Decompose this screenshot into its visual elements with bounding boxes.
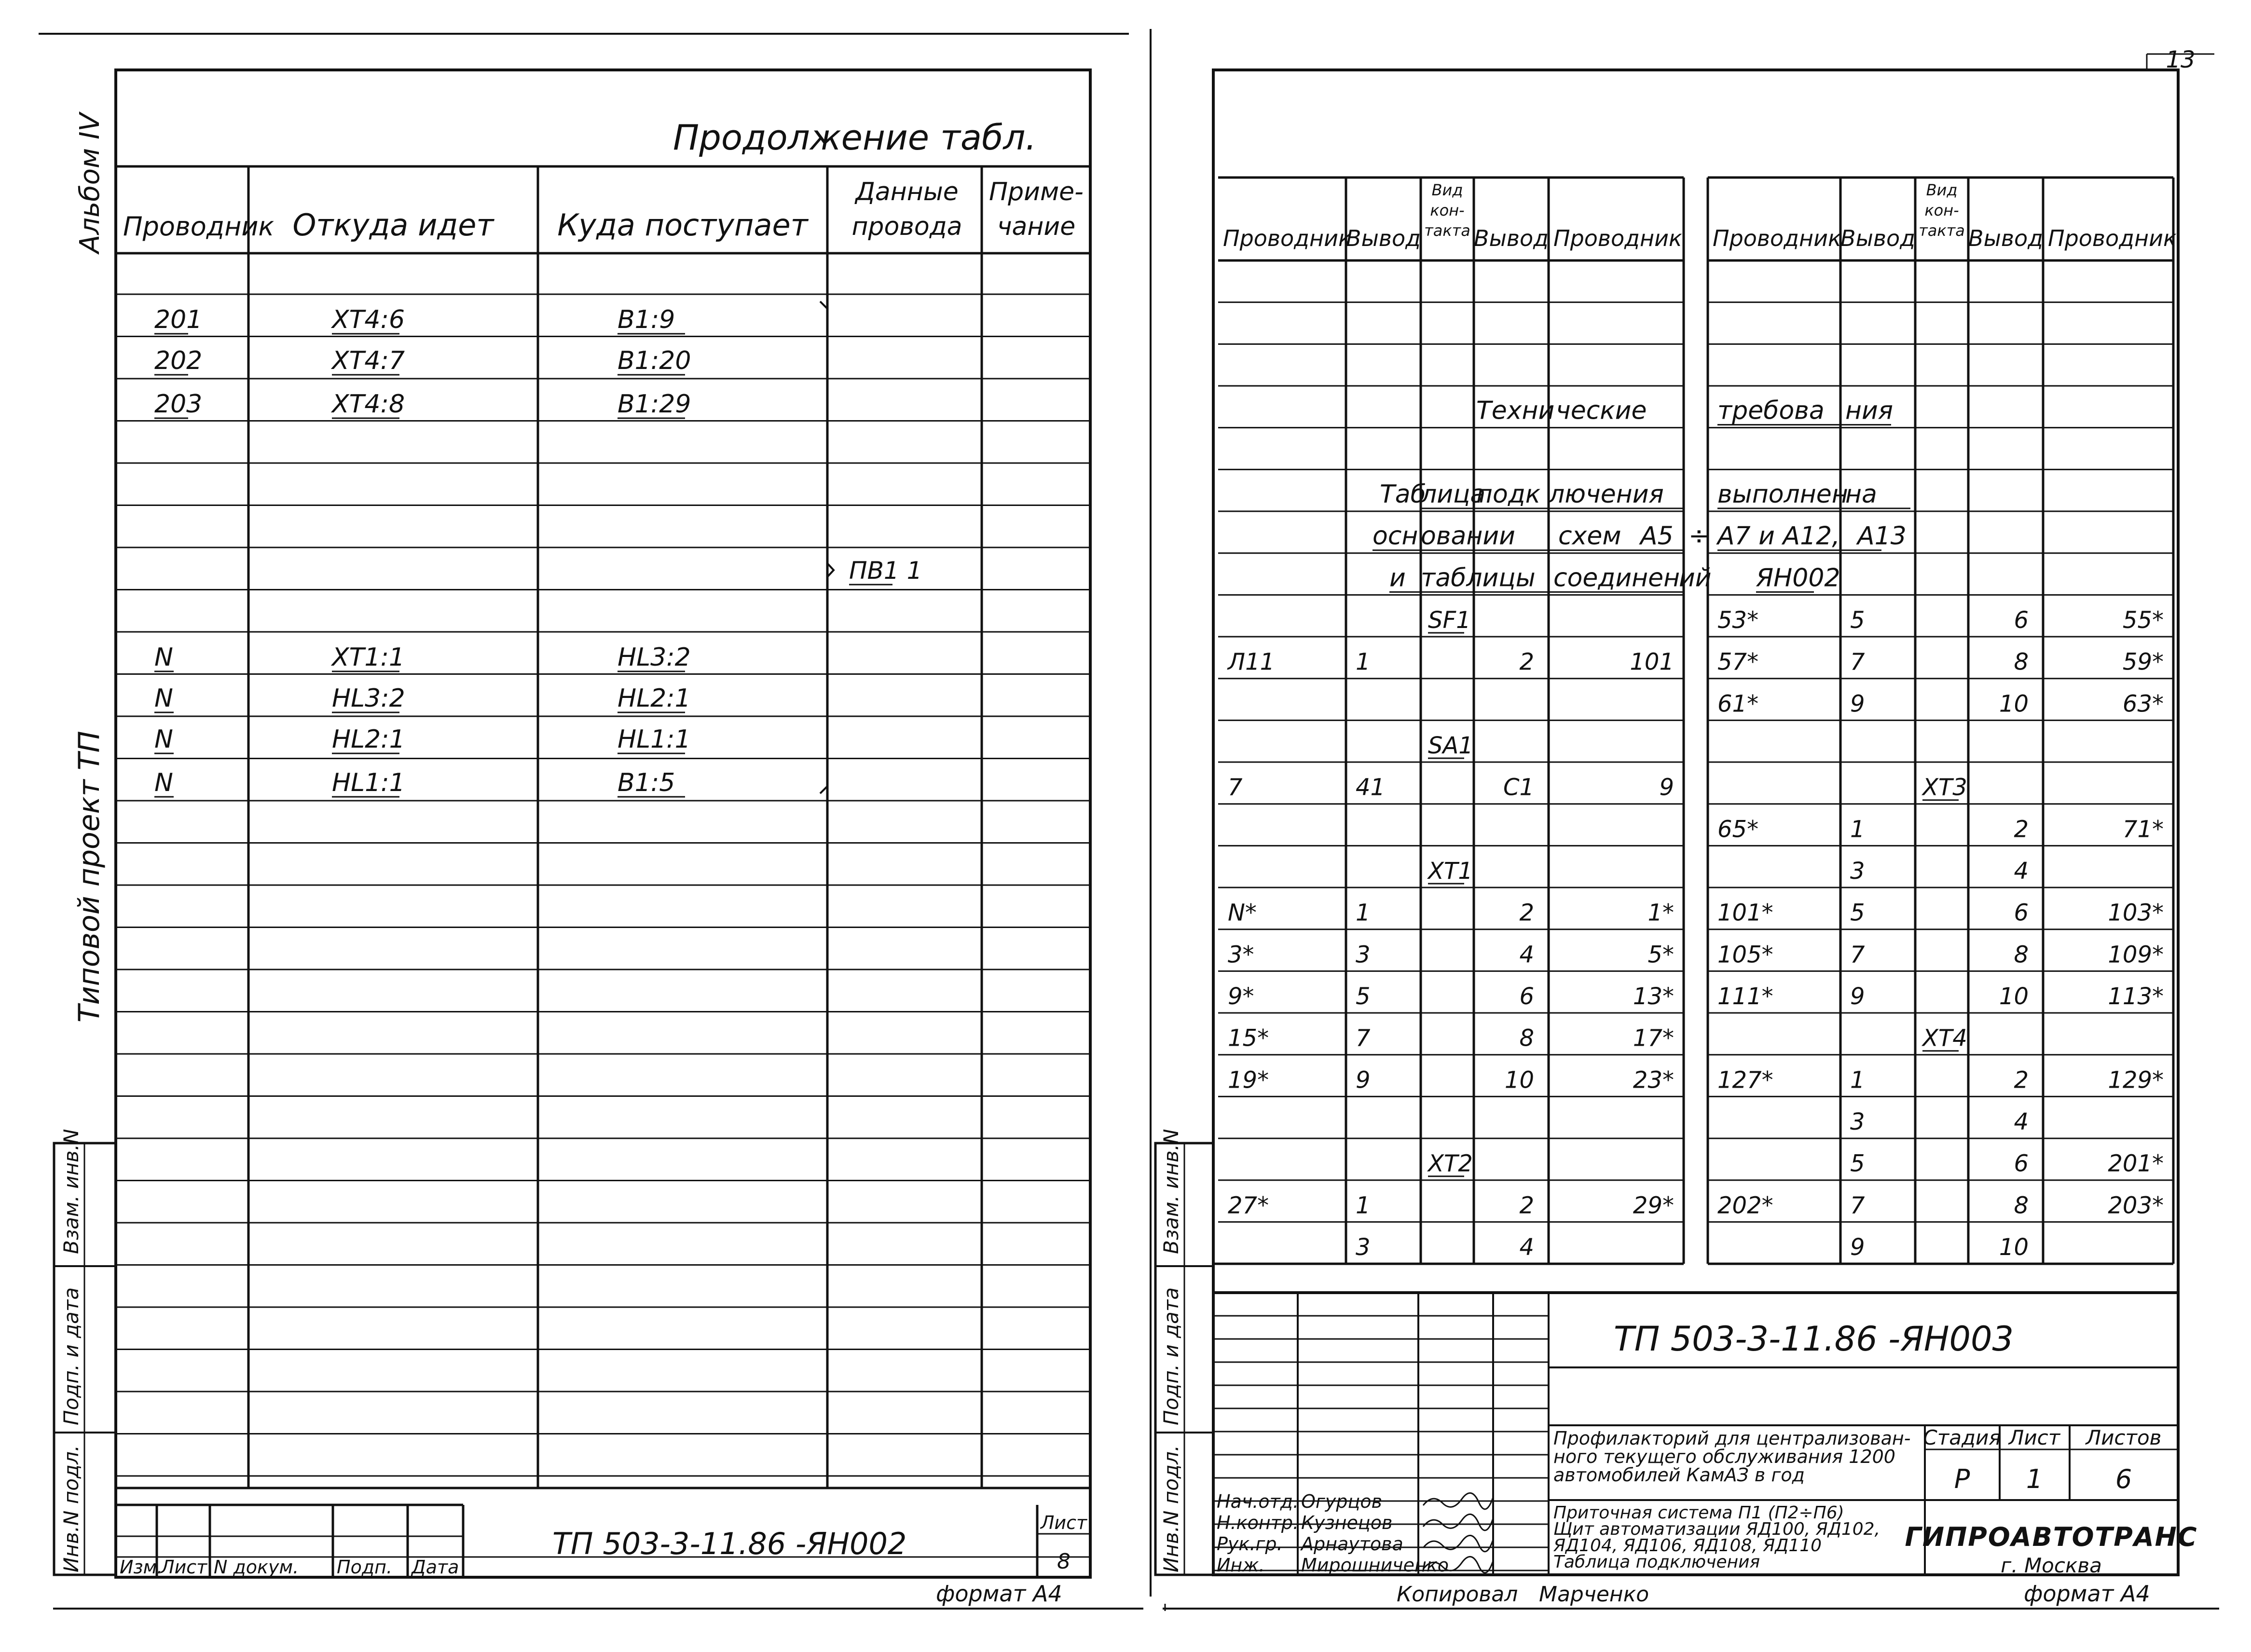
- note-line: осн: [1373, 521, 1418, 551]
- stage-value: 6: [2115, 1464, 2132, 1494]
- left-sheet-frame: [116, 70, 1090, 1577]
- cell-right-rows: 201*: [2108, 1150, 2164, 1177]
- stage-value: Р: [1954, 1464, 1970, 1494]
- signature-role: Н.контр.: [1217, 1512, 1299, 1533]
- cell-right-rows: 71*: [2122, 816, 2164, 843]
- cell-from: XT4:6: [332, 305, 405, 334]
- cell-left-rows: 4: [1519, 941, 1534, 969]
- titleblock-header: Изм.: [120, 1556, 163, 1578]
- titleblock-header: N докум.: [214, 1556, 299, 1578]
- note-line: лючения: [1549, 480, 1664, 509]
- stamp-sign-date: Подп. и дата: [59, 1287, 83, 1425]
- signature-name: Огурцов: [1301, 1491, 1382, 1512]
- continuation-title: Продолжение табл.: [673, 117, 1037, 158]
- cell-right-rows: 4: [2014, 858, 2029, 885]
- cell-right-rows: 101*: [1717, 899, 1773, 927]
- cell-right-rows: XT3: [1922, 774, 1967, 801]
- note-line: А13: [1857, 521, 1907, 551]
- subject-line: Приточная система П1 (П2÷П6): [1553, 1503, 1844, 1523]
- page-number: 13: [2166, 46, 2196, 73]
- signature-role: Рук.гр.: [1217, 1533, 1283, 1555]
- cell-right-rows: 1: [1850, 816, 1865, 843]
- right-table-header-terminal: Вывод: [1840, 225, 1915, 251]
- cell-to: HL1:1: [618, 725, 691, 754]
- cell-to: B1:20: [618, 346, 691, 375]
- note-line: таблицы: [1421, 563, 1536, 593]
- signature-role: Нач.отд.: [1217, 1491, 1299, 1512]
- doc-code: ТП 503-3-11.86 -ЯН002: [552, 1526, 907, 1561]
- cell-from: HL2:1: [332, 725, 405, 754]
- cell-left-rows: 1: [1356, 648, 1371, 676]
- cell-right-rows: 7: [1850, 941, 1865, 969]
- note-line: лица: [1421, 480, 1486, 509]
- right-table-header-conductor2: Проводник: [2048, 225, 2177, 251]
- cell-from: XT1:1: [332, 643, 405, 672]
- note-tech: требова: [1717, 396, 1825, 425]
- cell-right-rows: 65*: [1717, 816, 1759, 843]
- header-wire-data: Данные провода: [851, 177, 962, 241]
- cell-conductor: N: [154, 643, 173, 672]
- cell-left-rows: 8: [1519, 1024, 1534, 1052]
- cell-to: HL2:1: [618, 684, 691, 713]
- left-table-header-conductor2: Проводник: [1553, 225, 1682, 251]
- left-table-header-contact-type: Вид кон-такта: [1424, 181, 1470, 240]
- cell-conductor: N: [154, 684, 173, 713]
- cell-right-rows: 6: [2014, 607, 2029, 634]
- format-label: формат А4: [936, 1581, 1062, 1607]
- cell-left-rows: 7: [1228, 774, 1243, 801]
- project-label: Типовой проект ТП: [72, 731, 106, 1023]
- cell-right-rows: 203*: [2108, 1192, 2164, 1219]
- header-from: Откуда идет: [292, 207, 494, 243]
- cell-right-rows: 57*: [1717, 648, 1759, 676]
- cell-right-rows: 8: [2014, 941, 2029, 969]
- description-line: Профилакторий для централизован-: [1553, 1428, 1911, 1449]
- description-line: ного текущего обслуживания 1200: [1553, 1446, 1895, 1467]
- note-line: А7 и А12,: [1717, 521, 1840, 551]
- cell-right-rows: 10: [1999, 983, 2029, 1010]
- note-line: ий: [1679, 563, 1712, 593]
- note-line: подк: [1476, 480, 1541, 509]
- cell-right-rows: 55*: [2122, 607, 2164, 634]
- cell-left-rows: XT1: [1428, 858, 1473, 885]
- cell-left-rows: 4: [1519, 1234, 1534, 1261]
- cell-left-rows: 5: [1356, 983, 1371, 1010]
- cell-to: B1:9: [618, 305, 675, 334]
- cell-left-rows: 9: [1356, 1066, 1371, 1094]
- stamp-inv-number: Инв.N подл.: [1159, 1445, 1183, 1572]
- note-tech: ческие: [1556, 396, 1647, 425]
- subject-line: Щит автоматизации ЯД100, ЯД102,: [1553, 1519, 1880, 1539]
- cell-right-rows: 7: [1850, 648, 1865, 676]
- note-line: соединен: [1553, 563, 1680, 593]
- cell-from: HL1:1: [332, 768, 405, 797]
- cell-left-rows: 17*: [1633, 1024, 1674, 1052]
- cell-conductor: 203: [154, 390, 203, 419]
- cell-left-rows: 23*: [1633, 1066, 1674, 1094]
- wire-data-value: ПВ1 1: [849, 557, 922, 585]
- cell-conductor: N: [154, 725, 173, 754]
- cell-left-rows: SA1: [1428, 732, 1473, 760]
- cell-conductor: N: [154, 768, 173, 797]
- note-line: и: [1389, 563, 1406, 593]
- cell-right-rows: 202*: [1717, 1192, 1773, 1219]
- stamp-inv-number: Инв.N подл.: [59, 1445, 83, 1572]
- titleblock-header: Лист: [161, 1556, 207, 1578]
- cell-right-rows: 7: [1850, 1192, 1865, 1219]
- cell-right-rows: 63*: [2122, 690, 2164, 718]
- note-tech: Техни: [1476, 396, 1555, 425]
- cell-to: B1:29: [618, 390, 691, 419]
- stage-header: Листов: [2086, 1426, 2162, 1449]
- cell-left-rows: C1: [1503, 774, 1534, 801]
- stamp-sign-date: Подп. и дата: [1159, 1287, 1183, 1425]
- copied-label: Копировал: [1397, 1582, 1518, 1607]
- cell-right-rows: 9: [1850, 983, 1865, 1010]
- titleblock-header: Дата: [412, 1556, 459, 1578]
- signature-scribble: [1423, 1514, 1493, 1530]
- cell-right-rows: 8: [2014, 1192, 2029, 1219]
- note-line: выполнен: [1717, 480, 1848, 509]
- cell-right-rows: 2: [2014, 1066, 2029, 1094]
- signature-scribble: [1423, 1535, 1493, 1551]
- cell-conductor: 201: [154, 305, 203, 334]
- cell-left-rows: N*: [1228, 899, 1257, 927]
- header-note: Приме-чание: [989, 177, 1084, 241]
- right-table-header-contact-type: Вид кон-такта: [1919, 181, 1965, 240]
- note-line: Таб: [1380, 480, 1426, 509]
- signature-role: Инж.: [1217, 1555, 1265, 1576]
- cell-left-rows: 41: [1356, 774, 1386, 801]
- stage-header: Лист: [2008, 1426, 2060, 1449]
- cell-right-rows: 103*: [2108, 899, 2164, 927]
- left-table-header-conductor: Проводник: [1223, 225, 1352, 251]
- cell-left-rows: 2: [1519, 1192, 1534, 1219]
- cell-left-rows: 9: [1659, 774, 1674, 801]
- cell-right-rows: 3: [1850, 858, 1865, 885]
- stage-value: 1: [2026, 1464, 2043, 1494]
- doc-code: ТП 503-3-11.86 -ЯН003: [1614, 1319, 2014, 1359]
- sheet-label: Лист: [1040, 1512, 1087, 1533]
- cell-left-rows: 6: [1519, 983, 1534, 1010]
- cell-left-rows: 2: [1519, 648, 1534, 676]
- cell-left-rows: 3: [1356, 941, 1371, 969]
- copied-name: Марченко: [1539, 1582, 1649, 1607]
- cell-from: HL3:2: [332, 684, 405, 713]
- city: г. Москва: [2001, 1554, 2102, 1577]
- note-tech: ния: [1845, 396, 1894, 425]
- cell-to: B1:5: [618, 768, 675, 797]
- format-label: формат А4: [2024, 1581, 2150, 1607]
- header-conductor: Проводник: [123, 211, 275, 242]
- subject-line: Таблица подключения: [1553, 1552, 1760, 1572]
- cell-left-rows: 13*: [1633, 983, 1674, 1010]
- note-line: А5: [1640, 521, 1674, 551]
- cell-right-rows: 9: [1850, 1234, 1865, 1261]
- cell-right-rows: 113*: [2108, 983, 2164, 1010]
- left-table-header-terminal2: Вывод: [1474, 225, 1549, 251]
- stage-header: Стадия: [1923, 1426, 2001, 1449]
- cell-left-rows: XT2: [1428, 1150, 1473, 1177]
- cell-right-rows: 61*: [1717, 690, 1759, 718]
- cell-from: XT4:7: [332, 346, 405, 375]
- note-line: на: [1845, 480, 1877, 509]
- cell-left-rows: 27*: [1228, 1192, 1269, 1219]
- signature-name: Мирошниченко: [1301, 1555, 1449, 1576]
- cell-left-rows: SF1: [1428, 607, 1471, 634]
- cell-right-rows: 127*: [1717, 1066, 1773, 1094]
- sheet-number: 8: [1057, 1549, 1071, 1574]
- cell-conductor: 202: [154, 346, 203, 375]
- right-table-header-conductor: Проводник: [1713, 225, 1841, 251]
- stamp-replace-inv: Взам. инв.N: [1159, 1129, 1183, 1254]
- header-to: Куда поступает: [557, 207, 808, 243]
- signature-name: Кузнецов: [1301, 1512, 1393, 1533]
- cell-to: HL3:2: [618, 643, 691, 672]
- right-table-header-terminal2: Вывод: [1968, 225, 2043, 251]
- cell-right-rows: 5: [1850, 899, 1865, 927]
- left-table-header-terminal: Вывод: [1346, 225, 1421, 251]
- cell-right-rows: 2: [2014, 816, 2029, 843]
- cell-right-rows: 59*: [2122, 648, 2164, 676]
- album-label: Альбом IV: [74, 113, 106, 253]
- note-line: схем: [1558, 521, 1621, 551]
- cell-right-rows: 109*: [2108, 941, 2164, 969]
- cell-left-rows: 1: [1356, 899, 1371, 927]
- cell-left-rows: 1: [1356, 1192, 1371, 1219]
- cell-right-rows: 129*: [2108, 1066, 2164, 1094]
- cell-left-rows: 1*: [1647, 899, 1674, 927]
- organization: ГИПРОАВТОТРАНС: [1905, 1522, 2198, 1552]
- cell-right-rows: 5: [1850, 607, 1865, 634]
- cell-right-rows: 1: [1850, 1066, 1865, 1094]
- cell-left-rows: 2: [1519, 899, 1534, 927]
- cell-left-rows: 9*: [1228, 983, 1254, 1010]
- titleblock-header: Подп.: [337, 1556, 393, 1578]
- cell-right-rows: 111*: [1717, 983, 1773, 1010]
- cell-left-rows: 10: [1504, 1066, 1534, 1094]
- note-line: овании: [1421, 521, 1515, 551]
- note-line: ÷: [1688, 521, 1710, 551]
- cell-right-rows: 4: [2014, 1108, 2029, 1136]
- cell-left-rows: 15*: [1228, 1024, 1269, 1052]
- signature-name: Арнаутова: [1301, 1533, 1403, 1555]
- cell-left-rows: 5*: [1647, 941, 1674, 969]
- cell-from: XT4:8: [332, 390, 405, 419]
- cell-left-rows: 3: [1356, 1234, 1371, 1261]
- cell-right-rows: 10: [1999, 1234, 2029, 1261]
- stamp-replace-inv: Взам. инв.N: [59, 1129, 83, 1254]
- cell-left-rows: 101: [1630, 648, 1674, 676]
- cell-right-rows: XT4: [1922, 1024, 1967, 1052]
- subject-line: ЯД104, ЯД106, ЯД108, ЯД110: [1553, 1536, 1822, 1556]
- cell-right-rows: 53*: [1717, 607, 1759, 634]
- cell-right-rows: 3: [1850, 1108, 1865, 1136]
- description-line: автомобилей КамАЗ в год: [1553, 1464, 1805, 1486]
- cell-right-rows: 6: [2014, 899, 2029, 927]
- cell-right-rows: 105*: [1717, 941, 1773, 969]
- note-line: ЯН002: [1756, 563, 1840, 593]
- cell-left-rows: 7: [1356, 1024, 1371, 1052]
- cell-left-rows: Л11: [1228, 648, 1275, 676]
- cell-right-rows: 9: [1850, 690, 1865, 718]
- cell-right-rows: 6: [2014, 1150, 2029, 1177]
- cell-right-rows: 5: [1850, 1150, 1865, 1177]
- cell-left-rows: 3*: [1228, 941, 1254, 969]
- cell-left-rows: 29*: [1633, 1192, 1674, 1219]
- cell-left-rows: 19*: [1228, 1066, 1269, 1094]
- cell-right-rows: 8: [2014, 648, 2029, 676]
- cell-right-rows: 10: [1999, 690, 2029, 718]
